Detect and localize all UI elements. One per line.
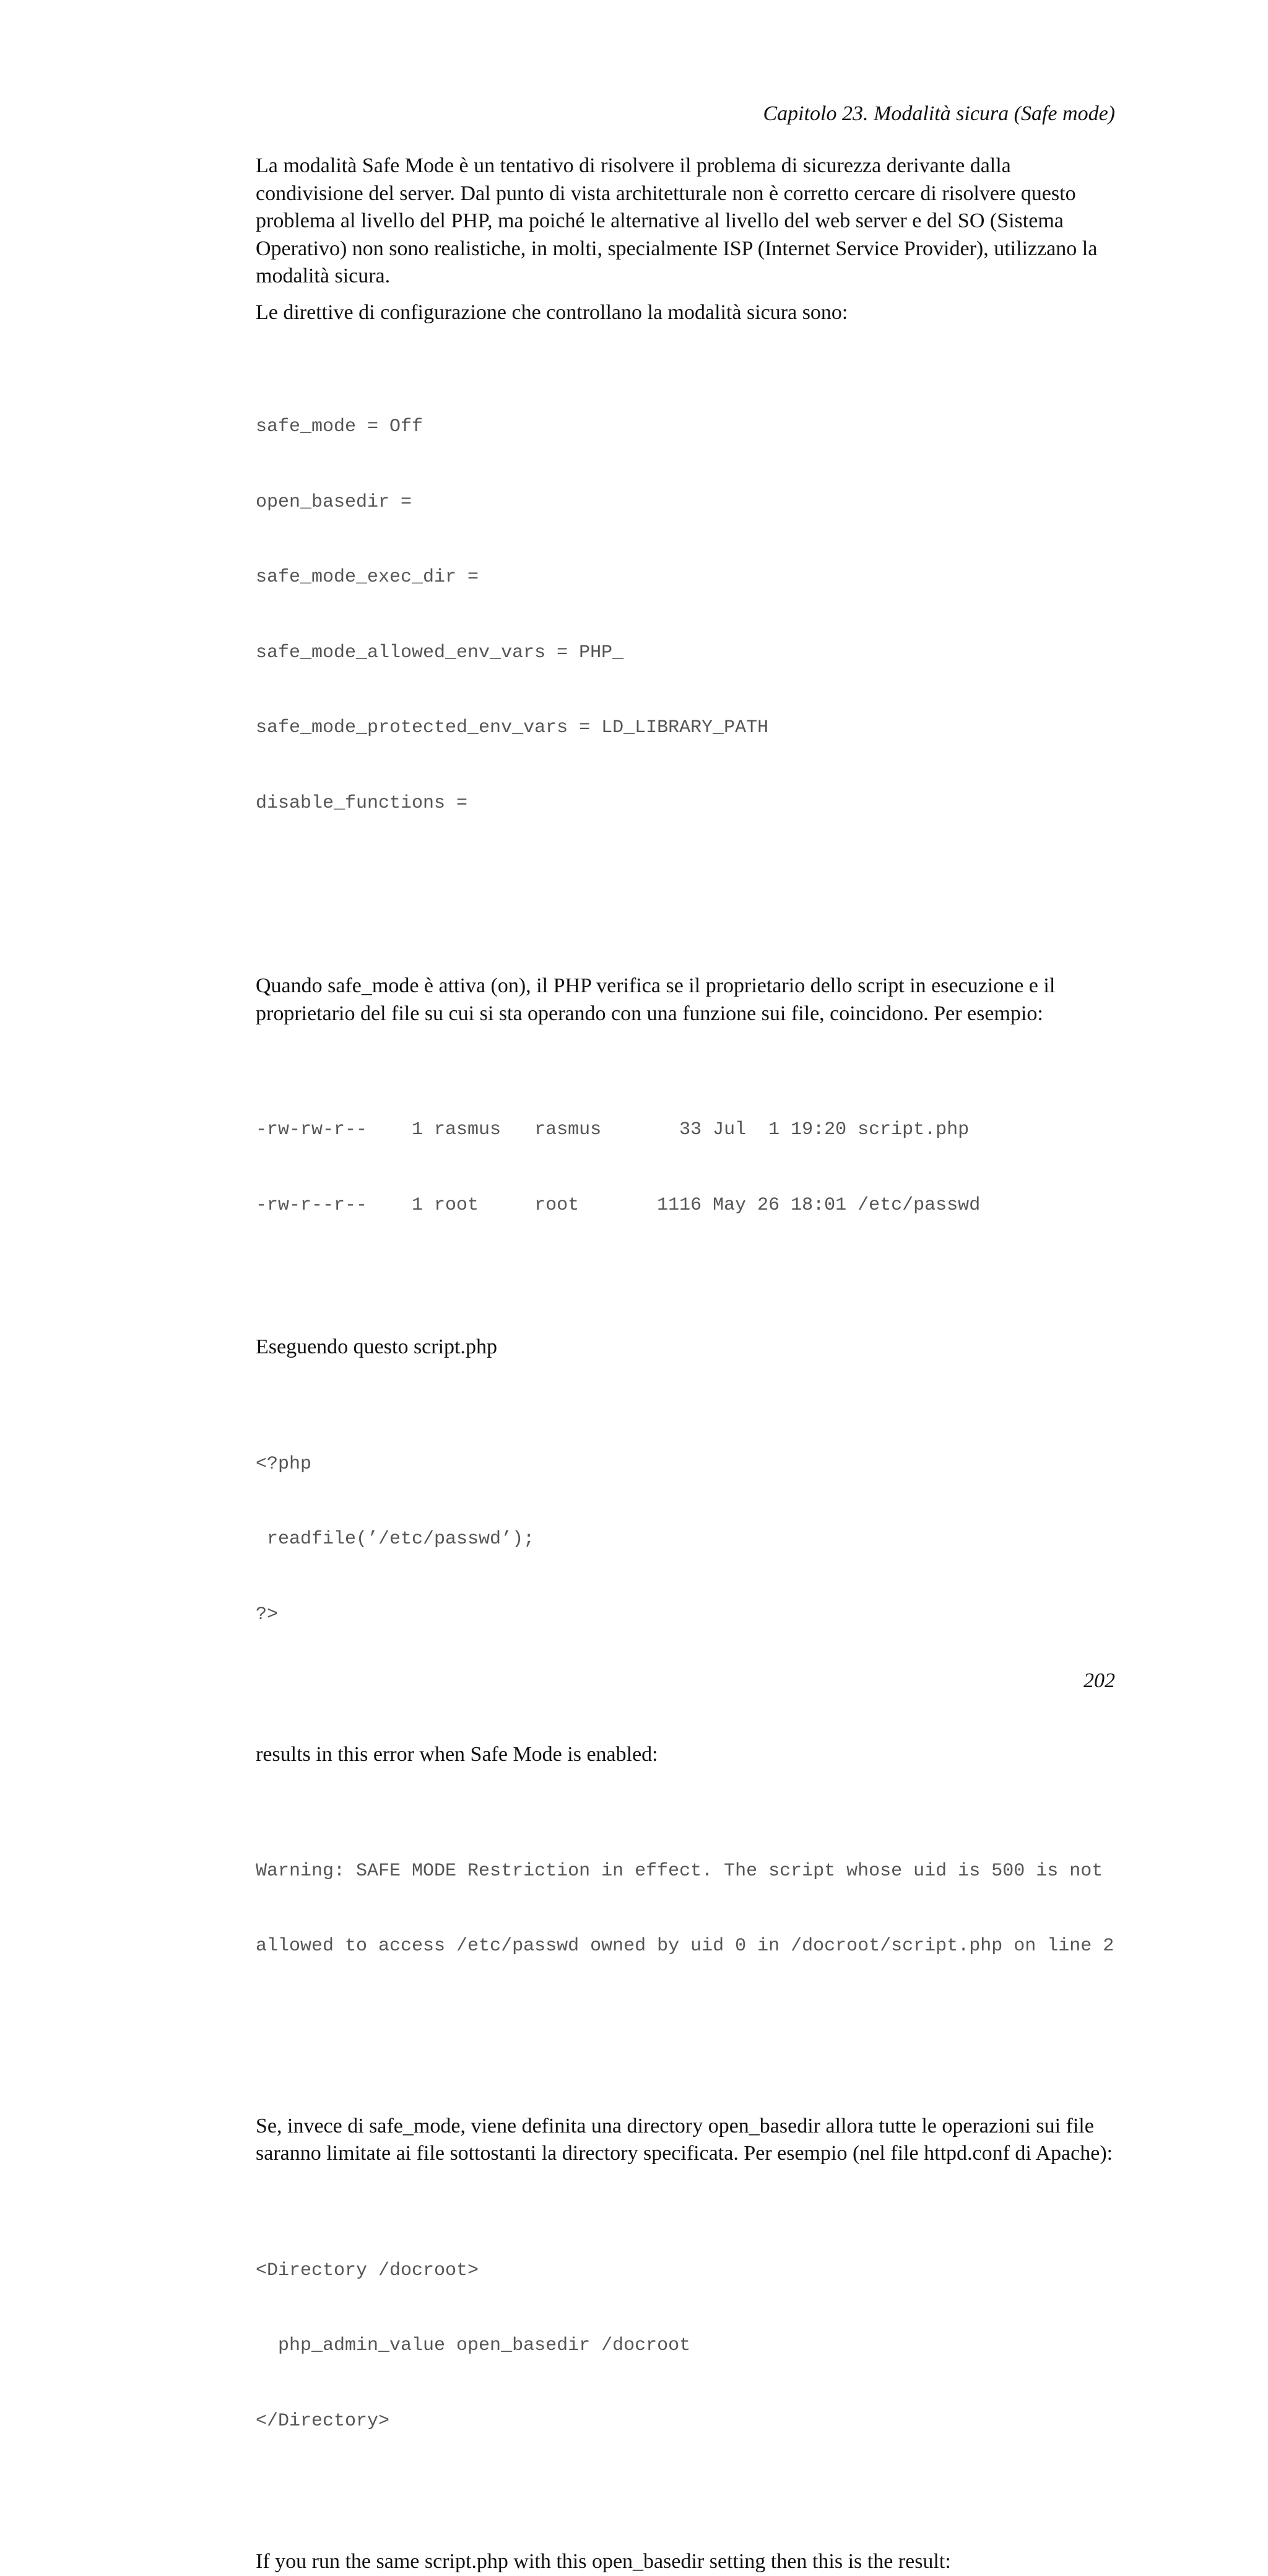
- safe-mode-paragraph: Quando safe_mode è attiva (on), il PHP verifica se il proprietario dello script in esecuzione e il proprietario del file su cui si sta operando con una funzione sui file, coincidono. Per esempio:: [256, 974, 1056, 1025]
- code-line: safe_mode = Off: [256, 416, 423, 437]
- code-line: allowed to access /etc/passwd owned by uid 0 in /docroot/script.php on line 2: [256, 1936, 1114, 1957]
- running-script-paragraph: Eseguendo questo script.php: [256, 1335, 497, 1358]
- closing-paragraph: If you run the same script.php with this open_basedir setting then this is the result:: [256, 2550, 951, 2573]
- code-line: disable_functions =: [256, 792, 468, 814]
- listing-code-block: [256, 1067, 1123, 1268]
- directives-intro-paragraph: Le direttive di configurazione che controllano la modalità sicura sono:: [256, 300, 848, 324]
- code-line: php_admin_value open_basedir /docroot: [256, 2335, 691, 2356]
- code-line: readfile(’/etc/passwd’);: [256, 1529, 535, 1550]
- error-code-block: [256, 1809, 1123, 2009]
- code-line: -rw-rw-r-- 1 rasmus rasmus 33 Jul 1 19:20 script.php: [256, 1119, 970, 1140]
- directives-code-block: [256, 364, 1123, 866]
- chapter-header: Capitolo 23. Modalità sicura (Safe mode): [763, 102, 1115, 125]
- open-basedir-paragraph: Se, invece di safe_mode, viene definita una directory open_basedir allora tutte le operazioni sui file saranno limitate ai file sottostanti la directory specificata. Per esempio (nel file httpd.conf di Apache):: [256, 2114, 1113, 2165]
- code-line: open_basedir =: [256, 491, 412, 513]
- code-line: -rw-r--r-- 1 root root 1116 May 26 18:01 /etc/passwd: [256, 1194, 981, 1216]
- page-number: 202: [1083, 1669, 1115, 1692]
- page-content: [256, 152, 1123, 2576]
- code-line: <?php: [256, 1453, 312, 1475]
- intro-paragraph: La modalità Safe Mode è un tentativo di risolvere il problema di sicurezza derivante dalla condivisione del server. Dal punto di vista architetturale non è corretto cercare di risolvere questo problema al livello del PHP, ma poiché le alternative al livello del web server e del SO (Sistema Operativo) non sono realistiche, in molti, specialmente ISP (Internet Service Provider), utilizzano la modalità sicura.: [256, 154, 1098, 287]
- script-code-block: [256, 1402, 1123, 1678]
- code-line: safe_mode_protected_env_vars = LD_LIBRARY_PATH: [256, 717, 769, 738]
- code-line: ?>: [256, 1604, 279, 1625]
- code-line: safe_mode_allowed_env_vars = PHP_: [256, 642, 624, 663]
- apache-config-code-block: [256, 2208, 1123, 2484]
- code-line: Warning: SAFE MODE Restriction in effect. The script whose uid is 500 is not: [256, 1860, 1103, 1882]
- code-line: <Directory /docroot>: [256, 2259, 479, 2281]
- code-line: safe_mode_exec_dir =: [256, 567, 479, 588]
- error-intro-paragraph: results in this error when Safe Mode is enabled:: [256, 1743, 658, 1766]
- code-line: </Directory>: [256, 2410, 390, 2432]
